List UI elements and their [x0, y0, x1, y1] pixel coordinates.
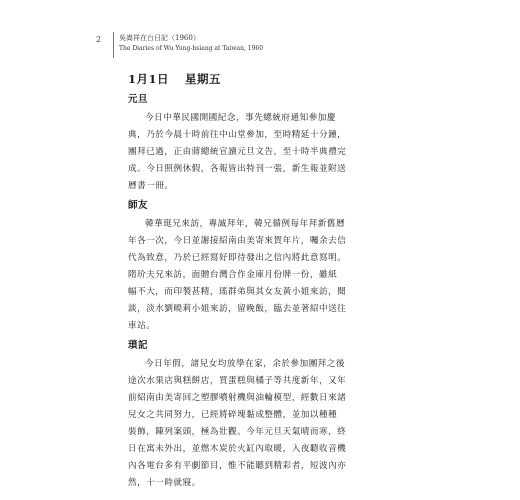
text-line: 典，乃於今晨十時前往中山堂參加，至時精延十分鐘，: [128, 130, 347, 140]
section-friends: [128, 198, 350, 335]
text-line: 今日年假，諸兒女均放學在家，余於參加團拜之後: [145, 359, 346, 369]
text-line: 隋玠夫兄來訪，面贈台灣合作金庫月份牌一份，雖紙: [128, 270, 338, 280]
text-line: 今日中華民國開國紀念，事先總統府通知參加慶: [145, 113, 336, 123]
section-new-year: [128, 92, 350, 195]
text-line: 團拜已過，正由蔣總統宣讀元旦文告，至十時半典禮完: [128, 147, 347, 157]
section-title: 瑣記: [128, 340, 149, 351]
text-line: 途次水果店與糕餅店，買蛋糕與橘子等共度新年，又年: [128, 376, 347, 386]
entry-weekday: 星期五: [185, 72, 222, 86]
page-number: 2: [96, 35, 102, 44]
text-line: 裝飾，陳列案頭，極為壯觀。今年元旦天氣晴而寒，終: [128, 427, 347, 437]
section-title: 元旦: [128, 94, 149, 105]
text-line: 代為致意，乃於已經寫好即待發出之信內將此意寫明。: [128, 253, 347, 263]
text-line: 談，淡水劉曉莉小姐來訪，留晚飯，臨去並著紹中送往: [128, 304, 347, 314]
text-line: 內各電台多有平劇節目，惟不能聽到精彩者，短波內亦: [128, 461, 347, 471]
text-line: 兒女之共同努力，已經將碎塊黏成整體，並加以種種: [128, 410, 338, 420]
section-paragraph: [128, 216, 350, 335]
running-title-chinese: 吳嵩祥在台日記（1960）: [119, 34, 200, 42]
entry-date-heading: [128, 72, 350, 86]
text-line: 車站。: [128, 321, 156, 331]
text-line: 幅不大，而印製甚精，瑤群弟與其女友黃小姐來訪，閱: [128, 287, 347, 297]
section-title: 師友: [128, 200, 149, 211]
running-header: [96, 30, 426, 70]
section-miscellany: [128, 338, 350, 492]
text-line: 成。今日照例休假，各報皆出特刊一張，新生報並附送: [128, 164, 347, 174]
running-title-english: The Diaries of Wu Yung-hsiang at Taiwan, 1960: [119, 45, 264, 52]
section-paragraph: [128, 110, 350, 195]
entry-date: 1月1日: [128, 72, 170, 86]
header-divider: [113, 32, 114, 58]
text-line: 前紹南由美寄回之塑膠噴射機與油輪模型，經數日來諸: [128, 393, 347, 403]
text-line: 年各一次，今日並謝接紹南由美寄來賀年片，囑余去信: [128, 236, 347, 246]
text-line: 韓華珽兄來訪，專誠拜年，韓兄循例每年拜新舊曆: [145, 219, 346, 229]
text-line: 曆書一冊。: [128, 181, 174, 191]
section-paragraph: [128, 356, 350, 492]
text-line: 然，十一時就寢。: [128, 478, 201, 488]
diary-entry: [128, 72, 350, 495]
text-line: 日在寓未外出，並燃木炭於火缸內取暖，入夜聽收音機: [128, 444, 347, 454]
